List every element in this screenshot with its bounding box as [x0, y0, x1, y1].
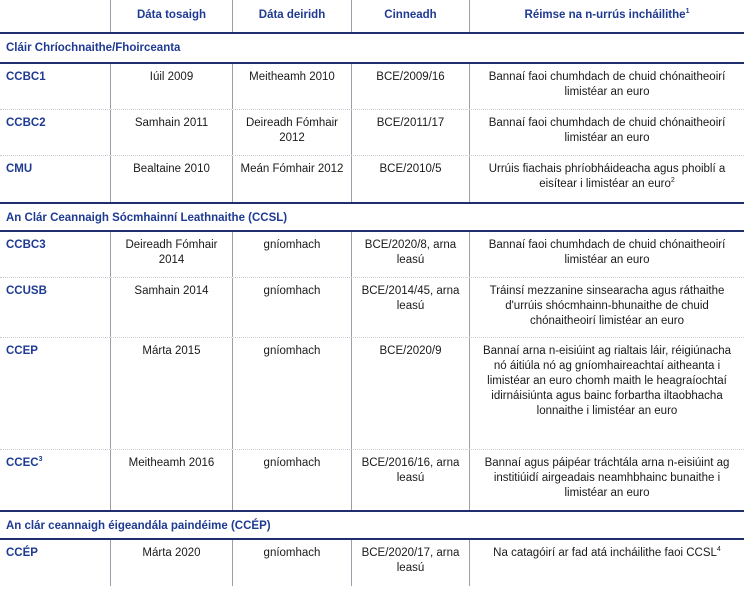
eligible-scope-text: Urrúis fiachais phríobháideacha agus phoiblí a eisítear i limistéar an euro — [488, 163, 726, 190]
decision: BCE/2014/45, arna leasú — [351, 278, 469, 337]
end-date: Deireadh Fómhair 2012 — [232, 110, 351, 155]
section-title: An clár ceannaigh éigeandála paindéime (CCÉP) — [6, 520, 271, 532]
table-row — [0, 540, 744, 586]
table-row — [0, 338, 744, 450]
eligible-scope — [469, 110, 744, 155]
programme-name-text: CCBC2 — [6, 117, 46, 129]
decision: BCE/2016/16, arna leasú — [351, 450, 469, 510]
programme-name — [0, 64, 110, 109]
footnote-marker: 1 — [685, 8, 690, 15]
section-heading — [0, 34, 744, 64]
start-date: Iúil 2009 — [110, 64, 232, 109]
footnote-marker: 2 — [670, 177, 675, 184]
decision: BCE/2020/8, arna leasú — [351, 232, 469, 277]
table-header — [0, 0, 744, 34]
eligible-scope-text: Bannaí faoi chumhdach de chuid chónaitheoirí limistéar an euro — [488, 71, 726, 98]
programme-name-text: CCUSB — [6, 285, 47, 297]
header-start-date: Dáta tosaigh — [110, 0, 232, 32]
section-title: Cláir Chríochnaithe/Fhoirceanta — [6, 42, 181, 54]
programme-name-text: CMU — [6, 163, 33, 175]
eligible-scope-text: Tráinsí mezzanine sinsearacha agus ráthaithe d'urrúis shócmhainn-bhunaithe de chuid chónaitheoirí limistéar an euro — [489, 285, 725, 327]
eligible-scope-text: Bannaí arna n-eisiúint ag rialtais láir, réigiúnacha nó áitiúla nó ag gníomhaireachtaí aitheanta i limistéar an euro chomh maith le heagraíochtaí idirnáisiúnta agus bainc forbartha iltaobhacha lonnaithe i limistéar an euro — [482, 345, 732, 417]
section-heading — [0, 510, 744, 540]
section-title: An Clár Ceannaigh Sócmhainní Leathnaithe (CCSL) — [6, 212, 288, 224]
decision: BCE/2011/17 — [351, 110, 469, 155]
programme-name — [0, 450, 110, 510]
header-eligible-scope-text: Réimse na n-urrús incháilithe — [524, 9, 686, 21]
programme-name-text: CCÉP — [6, 547, 38, 559]
programme-name-text: CCBC1 — [6, 71, 46, 83]
programme-name-text: CCEP — [6, 345, 38, 357]
end-date: gníomhach — [232, 338, 351, 449]
eligible-scope-text: Bannaí faoi chumhdach de chuid chónaitheoirí limistéar an euro — [488, 117, 726, 144]
start-date: Bealtaine 2010 — [110, 156, 232, 202]
eligible-scope-text: Na catagóirí ar fad atá incháilithe faoi CCSL — [493, 547, 717, 559]
programme-name — [0, 338, 110, 449]
end-date: gníomhach — [232, 232, 351, 277]
start-date: Meitheamh 2016 — [110, 450, 232, 510]
eligible-scope — [469, 278, 744, 337]
section-heading — [0, 202, 744, 232]
table-row — [0, 110, 744, 156]
decision: BCE/2020/9 — [351, 338, 469, 449]
start-date: Samhain 2014 — [110, 278, 232, 337]
end-date: gníomhach — [232, 540, 351, 586]
programme-name — [0, 278, 110, 337]
decision: BCE/2020/17, arna leasú — [351, 540, 469, 586]
eligible-scope — [469, 540, 744, 586]
start-date: Samhain 2011 — [110, 110, 232, 155]
eligible-scope-text: Bannaí faoi chumhdach de chuid chónaitheoirí limistéar an euro — [488, 239, 726, 266]
decision: BCE/2010/5 — [351, 156, 469, 202]
table-row — [0, 278, 744, 338]
eligible-scope — [469, 156, 744, 202]
end-date: gníomhach — [232, 278, 351, 337]
table-row — [0, 64, 744, 110]
programme-name-text: CCBC3 — [6, 239, 46, 251]
start-date: Márta 2015 — [110, 338, 232, 449]
programme-name — [0, 540, 110, 586]
table-row — [0, 232, 744, 278]
start-date: Márta 2020 — [110, 540, 232, 586]
programme-name — [0, 156, 110, 202]
header-end-date: Dáta deiridh — [232, 0, 351, 32]
programme-name — [0, 232, 110, 277]
table-row — [0, 156, 744, 202]
header-eligible-scope — [469, 0, 744, 32]
eligible-scope-text: Bannaí agus páipéar tráchtála arna n-eisiúint ag institiúidí airgeadais neamhbhainc bunaithe i limistéar an euro — [484, 457, 730, 499]
eligible-scope — [469, 232, 744, 277]
eligible-scope — [469, 64, 744, 109]
programme-name — [0, 110, 110, 155]
start-date: Deireadh Fómhair 2014 — [110, 232, 232, 277]
eligible-scope — [469, 338, 744, 449]
footnote-marker: 4 — [716, 546, 721, 553]
header-programme — [0, 0, 110, 32]
eligible-scope — [469, 450, 744, 510]
programme-name-text: CCEC — [6, 457, 39, 469]
decision: BCE/2009/16 — [351, 64, 469, 109]
header-decision: Cinneadh — [351, 0, 469, 32]
end-date: gníomhach — [232, 450, 351, 510]
table-row — [0, 450, 744, 510]
end-date: Meán Fómhair 2012 — [232, 156, 351, 202]
end-date: Meitheamh 2010 — [232, 64, 351, 109]
footnote-marker: 3 — [38, 456, 43, 463]
